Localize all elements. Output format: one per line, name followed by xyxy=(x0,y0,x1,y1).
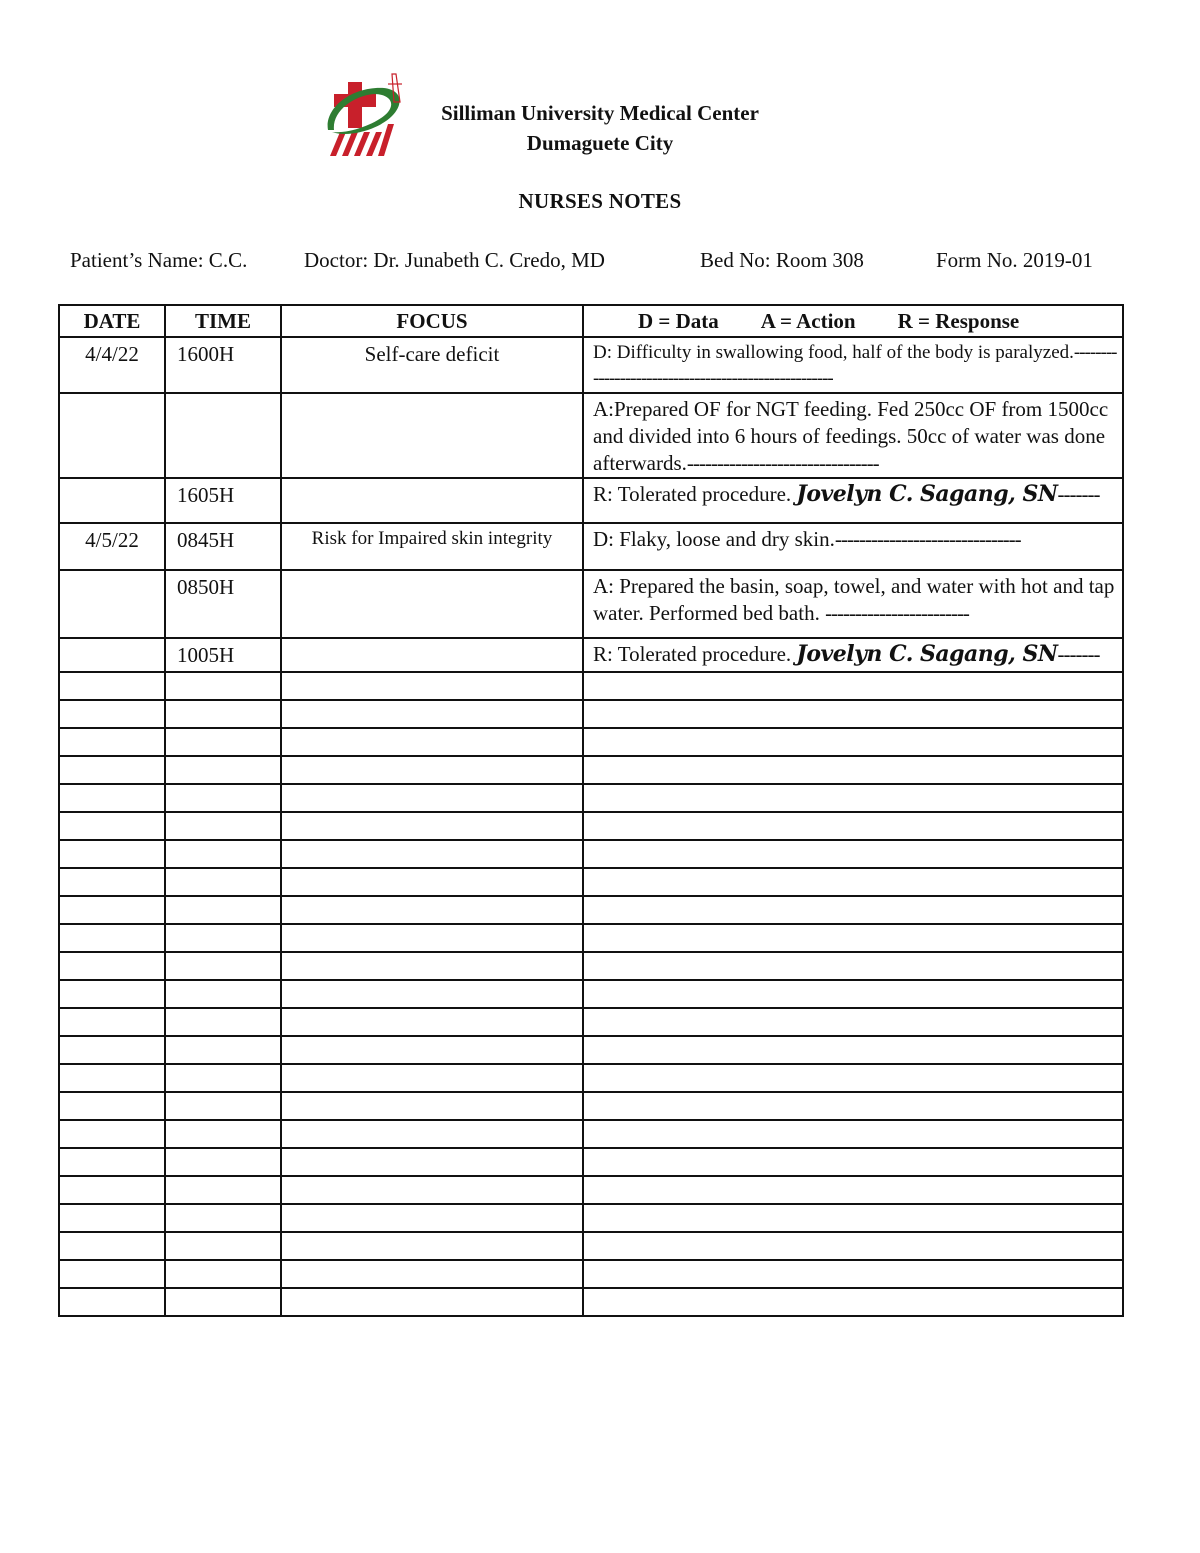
table-row-blank xyxy=(59,1036,1123,1064)
table-row-blank xyxy=(59,812,1123,840)
blank-cell xyxy=(281,1064,583,1092)
table-row-blank xyxy=(59,1204,1123,1232)
table-row-blank xyxy=(59,1148,1123,1176)
blank-cell xyxy=(583,924,1123,952)
entry-focus: Self-care deficit xyxy=(281,337,583,393)
blank-cell xyxy=(59,1008,165,1036)
blank-cell xyxy=(165,1288,281,1316)
table-row-blank xyxy=(59,868,1123,896)
blank-cell xyxy=(165,980,281,1008)
blank-cell xyxy=(583,1260,1123,1288)
table-row-blank xyxy=(59,896,1123,924)
blank-cell xyxy=(281,1036,583,1064)
note-dashes: ------------------------ xyxy=(825,601,969,625)
note-dashes: ------- xyxy=(1057,642,1100,666)
blank-cell xyxy=(59,896,165,924)
blank-cell xyxy=(281,1092,583,1120)
table-row-blank xyxy=(59,700,1123,728)
blank-cell xyxy=(583,812,1123,840)
table-row-blank xyxy=(59,1288,1123,1316)
blank-cell xyxy=(165,1204,281,1232)
entry-note xyxy=(583,570,1123,638)
blank-cell xyxy=(59,952,165,980)
blank-cell xyxy=(165,1232,281,1260)
header-focus: FOCUS xyxy=(281,305,583,337)
blank-cell xyxy=(165,812,281,840)
blank-cell xyxy=(59,1064,165,1092)
doctor-name: Doctor: Dr. Junabeth C. Credo, MD xyxy=(304,248,605,272)
note-text: A: Prepared the basin, soap, towel, and water with hot and tap water. Performed bed bath. xyxy=(593,574,1115,625)
blank-cell xyxy=(59,1092,165,1120)
table-row-blank xyxy=(59,980,1123,1008)
blank-cell xyxy=(583,980,1123,1008)
blank-cell xyxy=(165,1036,281,1064)
table-row-blank xyxy=(59,1064,1123,1092)
note-dashes: ----------------------------------------------------- xyxy=(593,342,1117,389)
blank-cell xyxy=(281,1204,583,1232)
table-row xyxy=(59,478,1123,523)
blank-cell xyxy=(583,700,1123,728)
table-row-blank xyxy=(59,728,1123,756)
entry-note xyxy=(583,478,1123,523)
blank-cell xyxy=(583,1008,1123,1036)
blank-cell xyxy=(583,1036,1123,1064)
note-text: A:Prepared OF for NGT feeding. Fed 250cc OF from 1500cc and divided into 6 hours of feedings. 50cc of water was done afterwards. xyxy=(593,397,1109,475)
table-row-blank xyxy=(59,1120,1123,1148)
patient-name: Patient’s Name: C.C. xyxy=(70,248,248,272)
blank-cell xyxy=(165,1064,281,1092)
entry-date xyxy=(59,478,165,523)
entry-focus: Risk for Impaired skin integrity xyxy=(281,523,583,570)
blank-cell xyxy=(59,1176,165,1204)
blank-cell xyxy=(165,672,281,700)
entry-time: 1005H xyxy=(165,638,281,672)
blank-cell xyxy=(281,952,583,980)
entry-note xyxy=(583,393,1123,478)
table-row-blank xyxy=(59,924,1123,952)
blank-cell xyxy=(281,868,583,896)
entry-time: 0845H xyxy=(165,523,281,570)
blank-cell xyxy=(281,1288,583,1316)
blank-cell xyxy=(165,1008,281,1036)
blank-cell xyxy=(281,1260,583,1288)
table-row xyxy=(59,570,1123,638)
blank-cell xyxy=(59,980,165,1008)
organization-city: Dumaguete City xyxy=(526,131,674,155)
form-number: Form No. 2019-01 xyxy=(936,248,1093,272)
blank-cell xyxy=(281,896,583,924)
blank-cell xyxy=(59,784,165,812)
blank-cell xyxy=(59,1232,165,1260)
entry-date: 4/5/22 xyxy=(59,523,165,570)
blank-cell xyxy=(59,812,165,840)
blank-cell xyxy=(583,868,1123,896)
header-time: TIME xyxy=(165,305,281,337)
blank-cell xyxy=(165,1176,281,1204)
blank-cell xyxy=(583,952,1123,980)
blank-cell xyxy=(165,840,281,868)
header-dar xyxy=(583,305,1123,337)
entry-note xyxy=(583,337,1123,393)
blank-cell xyxy=(583,1288,1123,1316)
table-row-blank xyxy=(59,840,1123,868)
blank-cell xyxy=(59,1260,165,1288)
header-action: A = Action xyxy=(760,308,856,333)
blank-cell xyxy=(165,700,281,728)
entry-date: 4/4/22 xyxy=(59,337,165,393)
blank-cell xyxy=(59,672,165,700)
table-row xyxy=(59,638,1123,672)
table-row xyxy=(59,393,1123,478)
entry-date xyxy=(59,638,165,672)
nurse-signature: Jovelyn C. Sagang, SN xyxy=(796,641,1058,667)
table-row-blank xyxy=(59,1176,1123,1204)
blank-cell xyxy=(281,1232,583,1260)
blank-cell xyxy=(59,700,165,728)
blank-cell xyxy=(281,812,583,840)
blank-cell xyxy=(165,784,281,812)
blank-cell xyxy=(165,1260,281,1288)
blank-cell xyxy=(583,1120,1123,1148)
entry-time: 1600H xyxy=(165,337,281,393)
nurses-notes-table xyxy=(58,304,1124,1317)
note-dashes: ------------------------------- xyxy=(834,527,1021,551)
entry-focus xyxy=(281,393,583,478)
entry-note xyxy=(583,523,1123,570)
blank-cell xyxy=(165,728,281,756)
blank-cell xyxy=(583,840,1123,868)
blank-cell xyxy=(583,672,1123,700)
blank-cell xyxy=(281,728,583,756)
blank-cell xyxy=(59,1204,165,1232)
header-response: R = Response xyxy=(897,308,1020,333)
entry-note xyxy=(583,638,1123,672)
blank-cell xyxy=(583,1232,1123,1260)
entry-time xyxy=(165,393,281,478)
blank-cell xyxy=(583,896,1123,924)
table-row-blank xyxy=(59,1232,1123,1260)
blank-cell xyxy=(583,728,1123,756)
entry-focus xyxy=(281,478,583,523)
blank-cell xyxy=(165,1148,281,1176)
blank-cell xyxy=(281,924,583,952)
entry-date xyxy=(59,393,165,478)
blank-cell xyxy=(281,672,583,700)
note-text: R: Tolerated procedure. xyxy=(593,482,797,506)
table-row xyxy=(59,523,1123,570)
blank-cell xyxy=(59,1036,165,1064)
blank-cell xyxy=(583,1176,1123,1204)
table-header-row xyxy=(59,305,1123,337)
blank-cell xyxy=(165,952,281,980)
blank-cell xyxy=(165,896,281,924)
table-row-blank xyxy=(59,672,1123,700)
table-row-blank xyxy=(59,784,1123,812)
blank-cell xyxy=(583,1092,1123,1120)
blank-cell xyxy=(59,1120,165,1148)
blank-cell xyxy=(165,1092,281,1120)
blank-cell xyxy=(281,980,583,1008)
header-date: DATE xyxy=(59,305,165,337)
blank-cell xyxy=(583,1064,1123,1092)
blank-cell xyxy=(59,728,165,756)
entry-focus xyxy=(281,638,583,672)
blank-cell xyxy=(59,756,165,784)
blank-cell xyxy=(59,868,165,896)
blank-cell xyxy=(583,756,1123,784)
entry-date xyxy=(59,570,165,638)
blank-cell xyxy=(165,1120,281,1148)
blank-cell xyxy=(165,868,281,896)
blank-cell xyxy=(281,1176,583,1204)
blank-cell xyxy=(281,1120,583,1148)
blank-cell xyxy=(281,784,583,812)
blank-cell xyxy=(59,1148,165,1176)
table-row-blank xyxy=(59,952,1123,980)
note-text: R: Tolerated procedure. xyxy=(593,642,797,666)
document-title: NURSES NOTES xyxy=(518,189,682,213)
note-dashes: ------- xyxy=(1057,482,1100,506)
note-text: D: Difficulty in swallowing food, half of the body is paralyzed. xyxy=(593,342,1074,363)
entry-time: 0850H xyxy=(165,570,281,638)
table-row-blank xyxy=(59,756,1123,784)
blank-cell xyxy=(59,924,165,952)
blank-cell xyxy=(281,756,583,784)
blank-cell xyxy=(281,840,583,868)
blank-cell xyxy=(59,1288,165,1316)
note-dashes: -------------------------------- xyxy=(686,451,879,475)
blank-cell xyxy=(165,756,281,784)
entry-time: 1605H xyxy=(165,478,281,523)
blank-cell xyxy=(583,784,1123,812)
table-row xyxy=(59,337,1123,393)
bed-number: Bed No: Room 308 xyxy=(700,248,864,272)
table-row-blank xyxy=(59,1008,1123,1036)
header-data: D = Data xyxy=(638,308,719,333)
nurse-signature: Jovelyn C. Sagang, SN xyxy=(796,481,1058,507)
blank-cell xyxy=(59,840,165,868)
blank-cell xyxy=(583,1204,1123,1232)
table-row-blank xyxy=(59,1260,1123,1288)
blank-cell xyxy=(281,1008,583,1036)
note-text: D: Flaky, loose and dry skin. xyxy=(593,527,835,551)
entry-focus xyxy=(281,570,583,638)
organization-name: Silliman University Medical Center xyxy=(441,101,759,125)
blank-cell xyxy=(165,924,281,952)
table-row-blank xyxy=(59,1092,1123,1120)
blank-cell xyxy=(583,1148,1123,1176)
blank-cell xyxy=(281,1148,583,1176)
blank-cell xyxy=(281,700,583,728)
